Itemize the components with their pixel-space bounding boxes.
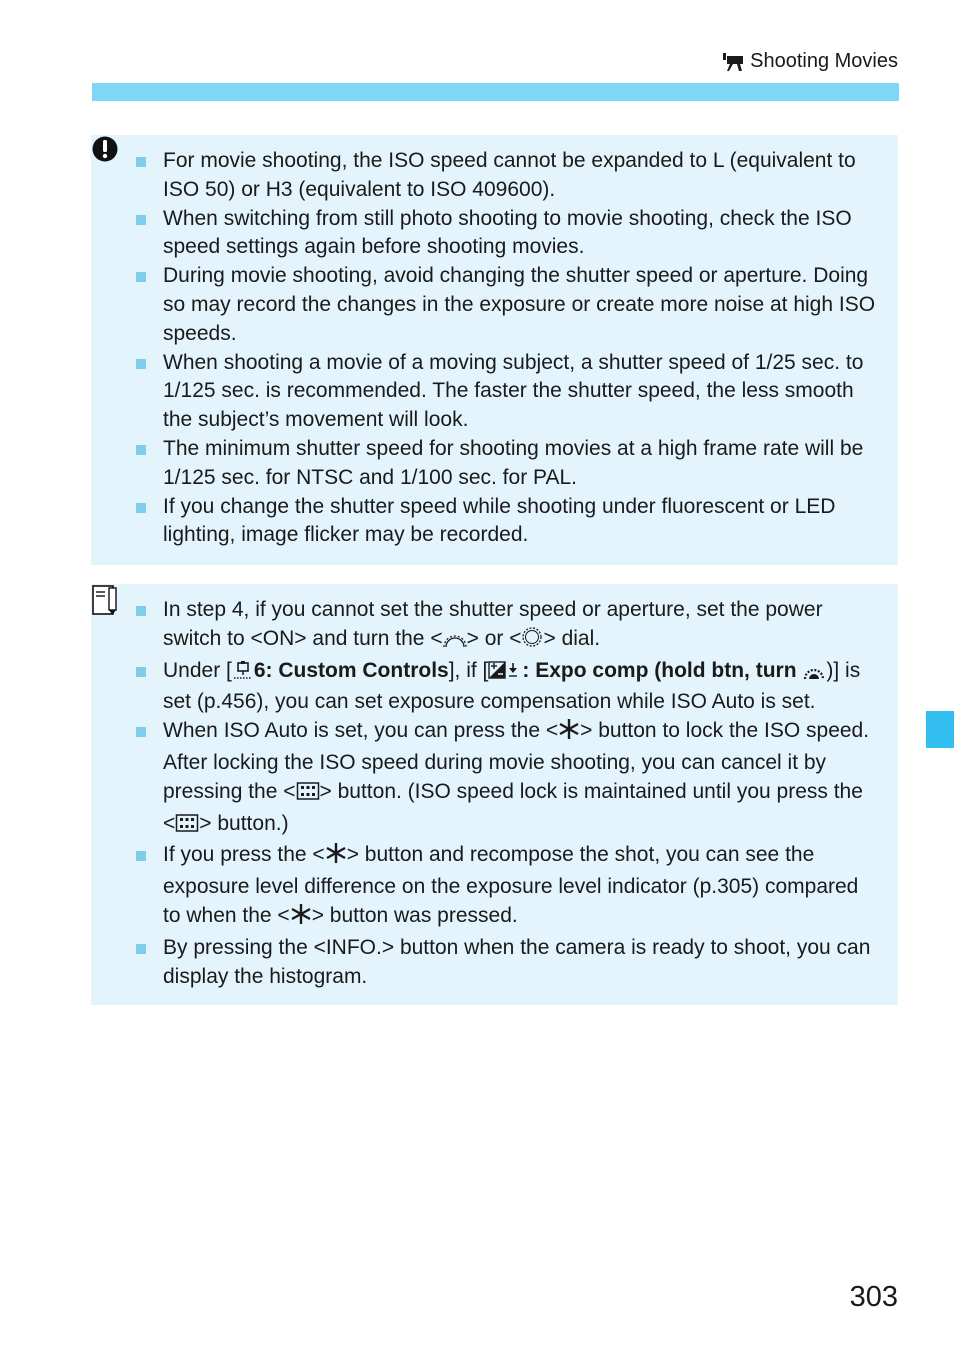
custom-controls-tab-icon	[232, 660, 254, 689]
ae-lock-icon	[290, 903, 312, 934]
section-header	[722, 50, 898, 73]
main-dial-icon	[802, 660, 826, 689]
caution-item: The minimum shutter speed for shooting movies at a high frame rate will be 1/125 sec. for NTSC and 1/100 sec. for PAL.	[135, 435, 880, 493]
info-button-label: INFO.	[325, 935, 382, 959]
caution-box	[91, 135, 898, 565]
note-item: When ISO Auto is set, you can press the < > button to lock the ISO speed. After locking the ISO speed during movie shooting, you can cancel it by pressing the < > button. (ISO speed lock is maintained until you press the < > button.)	[135, 717, 880, 841]
caution-item: For movie shooting, the ISO speed cannot be expanded to L (equivalent to ISO 50) or H3 (equivalent to ISO 409600).	[135, 147, 880, 205]
quick-control-dial-icon	[521, 626, 543, 657]
ae-lock-icon	[325, 842, 347, 873]
note-icon	[91, 584, 121, 623]
page-number: 303	[849, 1281, 898, 1313]
main-dial-icon	[443, 628, 467, 657]
caution-item: If you change the shutter speed while shooting under fluorescent or LED lighting, image flicker may be recorded.	[135, 493, 880, 551]
note-item: Under [ 6: Custom Controls], if [ : Expo comp (hold btn, turn )] is set (p.456), you can set exposure compensation while ISO Auto is set.	[135, 657, 880, 718]
power-on-label: ON	[262, 626, 295, 650]
note-item: If you press the < > button and recompose the shot, you can see the exposure level difference on the exposure level indicator (p.305) compared to when the < > button was pressed.	[135, 841, 880, 933]
af-point-selection-icon	[296, 781, 320, 810]
caution-icon	[91, 135, 121, 170]
chapter-tab	[926, 711, 954, 748]
caution-item: When switching from still photo shooting to movie shooting, check the ISO speed settings again before shooting movies.	[135, 205, 880, 263]
ae-lock-icon	[558, 718, 580, 749]
section-title: Shooting Movies	[750, 50, 898, 72]
movie-camera-icon	[722, 52, 744, 72]
note-item: By pressing the <INFO.> button when the camera is ready to shoot, you can display the histogram.	[135, 934, 880, 992]
exposure-comp-icon	[488, 660, 522, 689]
caution-item: During movie shooting, avoid changing the shutter speed or aperture. Doing so may record the changes in the exposure or create more noise at high ISO speeds.	[135, 262, 880, 348]
caution-item: When shooting a movie of a moving subject, a shutter speed of 1/25 sec. to 1/125 sec. is recommended. The faster the shutter speed, the less smooth the subject’s movement will look.	[135, 349, 880, 435]
header-bar	[92, 83, 899, 101]
af-point-selection-icon	[175, 813, 199, 842]
note-box	[91, 584, 898, 1005]
note-item: In step 4, if you cannot set the shutter speed or aperture, set the power switch to <ON> and turn the < > or < > dial.	[135, 596, 880, 657]
